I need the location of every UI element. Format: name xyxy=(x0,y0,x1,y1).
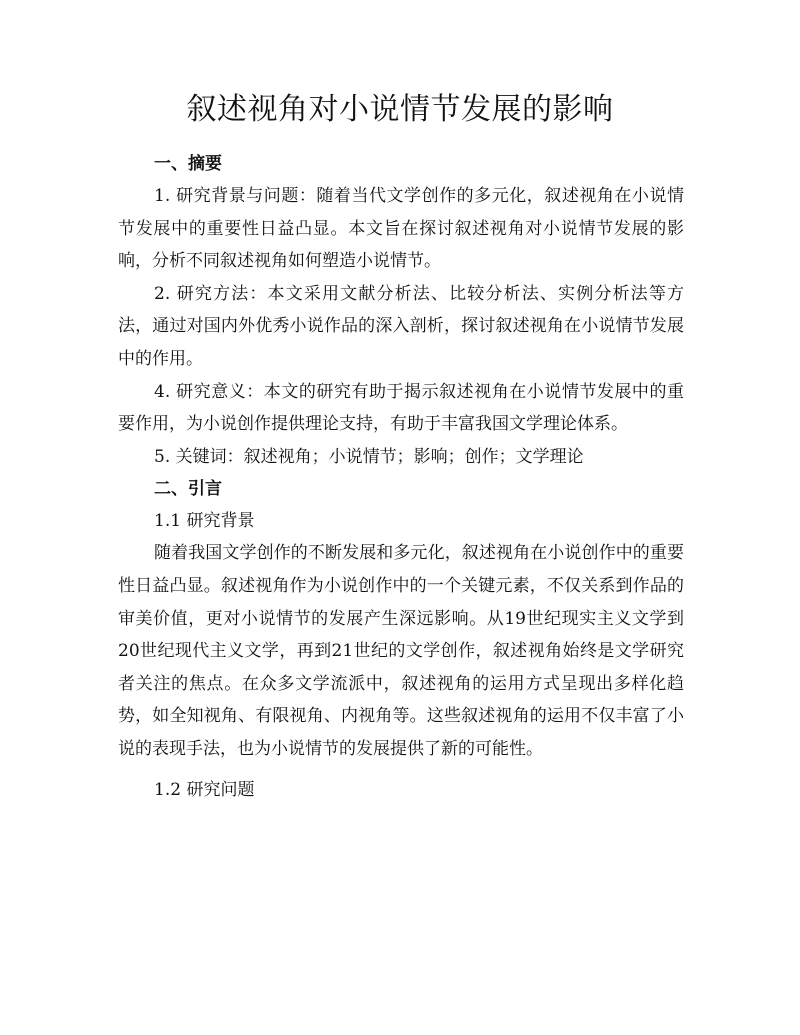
abstract-item-method: 2. 研究方法：本文采用文献分析法、比较分析法、实例分析法等方法，通过对国内外优秀小说作品的深入剖析，探讨叙述视角在小说情节发展中的作用。 xyxy=(118,283,684,369)
subsection-heading-research-question: 1.2 研究问题 xyxy=(154,779,255,800)
document-body xyxy=(118,148,684,806)
abstract-item-keywords: 5. 关键词：叙述视角；小说情节；影响；创作；文学理论 xyxy=(154,446,584,467)
section-heading-abstract: 一、摘要 xyxy=(154,154,222,174)
spacer xyxy=(118,766,684,774)
document-title: 叙述视角对小说情节发展的影响 xyxy=(186,92,614,127)
abstract-item-background: 1. 研究背景与问题：随着当代文学创作的多元化，叙述视角在小说情节发展中的重要性日益凸显。本文旨在探讨叙述视角对小说情节发展的影响，分析不同叙述视角如何塑造小说情节。 xyxy=(118,186,684,272)
abstract-item-significance: 4. 研究意义：本文的研究有助于揭示叙述视角在小说情节发展中的重要作用，为小说创作提供理论支持，有助于丰富我国文学理论体系。 xyxy=(118,381,684,435)
section-heading-introduction: 二、引言 xyxy=(154,479,222,500)
background-paragraph: 随着我国文学创作的不断发展和多元化，叙述视角在小说创作中的重要性日益凸显。叙述视角作为小说创作中的一个关键元素，不仅关系到作品的审美价值，更对小说情节的发展产生深远影响。从19世纪现实主义文学到20世纪现代主义文学，再到21世纪的文学创作，叙述视角始终是文学研究者关注的焦点。在众多文学流派中，叙述视角的运用方式呈现出多样化趋势，如全知视角、有限视角、内视角等。这些叙述视角的运用不仅丰富了小说的表现手法，也为小说情节的发展提供了新的可能性。 xyxy=(118,543,684,759)
subsection-heading-background: 1.1 研究背景 xyxy=(154,511,255,532)
